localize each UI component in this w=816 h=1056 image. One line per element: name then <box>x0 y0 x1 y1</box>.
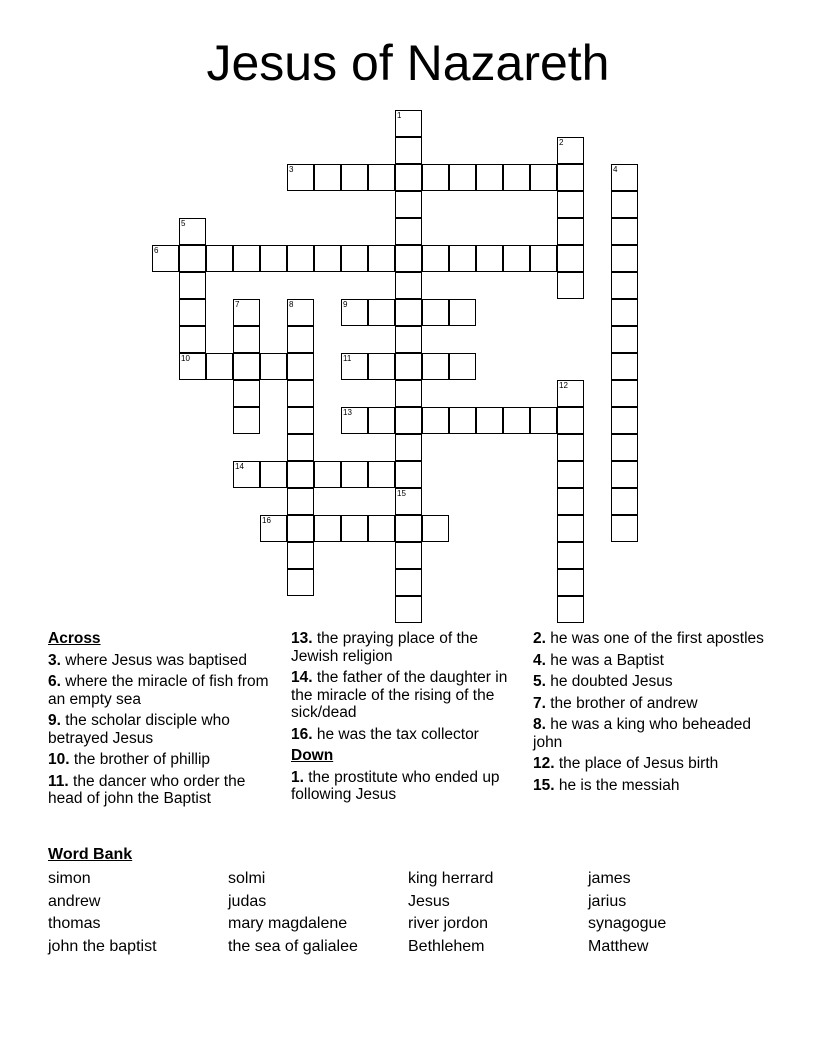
grid-cell[interactable] <box>611 245 638 272</box>
grid-cell[interactable] <box>611 434 638 461</box>
grid-cell[interactable] <box>233 245 260 272</box>
grid-cell[interactable] <box>287 461 314 488</box>
word-bank-item: john the baptist <box>48 937 157 955</box>
grid-cell[interactable] <box>395 380 422 407</box>
grid-cell[interactable] <box>395 272 422 299</box>
grid-cell[interactable] <box>314 164 341 191</box>
grid-cell[interactable] <box>287 353 314 380</box>
word-bank-column <box>588 868 768 958</box>
grid-cell[interactable] <box>368 407 395 434</box>
grid-cell[interactable] <box>368 515 395 542</box>
word-bank-item: judas <box>228 892 267 910</box>
clue-across-3: 3. where Jesus was baptised <box>48 651 248 669</box>
grid-cell[interactable] <box>476 245 503 272</box>
grid-cell[interactable] <box>611 461 638 488</box>
grid-cell[interactable] <box>530 164 557 191</box>
grid-cell[interactable] <box>395 191 422 218</box>
grid-cell[interactable] <box>395 461 422 488</box>
grid-cell[interactable] <box>152 245 179 272</box>
clue-across-14: 14. the father of the daughter in the miracle of the rising of the sick/dead <box>291 669 508 721</box>
clue-down-8: 8. he was a king who beheaded john <box>533 716 752 751</box>
grid-cell[interactable] <box>287 380 314 407</box>
word-bank-item: Bethlehem <box>408 937 485 955</box>
grid-cell[interactable] <box>422 353 449 380</box>
grid-cell[interactable] <box>341 245 368 272</box>
grid-cell[interactable] <box>422 164 449 191</box>
grid-cell[interactable] <box>422 245 449 272</box>
grid-cell[interactable] <box>233 380 260 407</box>
grid-cell[interactable] <box>287 569 314 596</box>
grid-cell[interactable] <box>233 461 260 488</box>
grid-cell[interactable] <box>557 542 584 569</box>
grid-cell[interactable] <box>611 326 638 353</box>
grid-cell[interactable] <box>341 407 368 434</box>
grid-cell[interactable] <box>233 299 260 326</box>
grid-cell[interactable] <box>449 164 476 191</box>
grid-cell[interactable] <box>530 407 557 434</box>
grid-cell[interactable] <box>557 245 584 272</box>
grid-cell[interactable] <box>287 542 314 569</box>
word-bank-item: the sea of galialee <box>228 937 358 955</box>
grid-cell[interactable] <box>179 326 206 353</box>
grid-cell[interactable] <box>179 245 206 272</box>
grid-cell[interactable] <box>611 272 638 299</box>
clue-number: 16 <box>262 516 271 525</box>
grid-cell[interactable] <box>611 380 638 407</box>
down-header: Down <box>291 747 334 764</box>
grid-cell[interactable] <box>314 515 341 542</box>
grid-cell[interactable] <box>530 245 557 272</box>
grid-cell[interactable] <box>503 245 530 272</box>
grid-cell[interactable] <box>557 434 584 461</box>
grid-cell[interactable] <box>341 164 368 191</box>
grid-cell[interactable] <box>611 299 638 326</box>
clues-column-2 <box>291 630 521 808</box>
grid-cell[interactable] <box>503 407 530 434</box>
clue-number: 9 <box>343 300 348 309</box>
grid-cell[interactable] <box>368 245 395 272</box>
grid-cell[interactable] <box>341 353 368 380</box>
grid-cell[interactable] <box>422 407 449 434</box>
grid-cell[interactable] <box>368 299 395 326</box>
grid-cell[interactable] <box>179 353 206 380</box>
grid-cell[interactable] <box>395 407 422 434</box>
grid-cell[interactable] <box>233 326 260 353</box>
grid-cell[interactable] <box>395 299 422 326</box>
clue-down-12: 12. the place of Jesus birth <box>533 755 719 772</box>
clue-down-4: 4. he was a Baptist <box>533 651 664 669</box>
clue-down-2: 2. he was one of the first apostles <box>533 630 764 647</box>
grid-cell[interactable] <box>287 164 314 191</box>
grid-cell[interactable] <box>314 245 341 272</box>
grid-cell[interactable] <box>260 353 287 380</box>
grid-cell[interactable] <box>395 488 422 515</box>
clue-number: 6 <box>154 246 159 255</box>
grid-cell[interactable] <box>422 299 449 326</box>
grid-cell[interactable] <box>260 461 287 488</box>
grid-cell[interactable] <box>395 164 422 191</box>
grid-cell[interactable] <box>557 515 584 542</box>
grid-cell[interactable] <box>233 407 260 434</box>
grid-cell[interactable] <box>557 218 584 245</box>
clue-number: 5 <box>181 219 186 228</box>
grid-cell[interactable] <box>287 299 314 326</box>
grid-cell[interactable] <box>287 245 314 272</box>
grid-cell[interactable] <box>395 218 422 245</box>
grid-cell[interactable] <box>395 515 422 542</box>
word-bank-item: simon <box>48 870 91 887</box>
grid-cell[interactable] <box>287 488 314 515</box>
clue-number: 12 <box>559 381 568 390</box>
grid-cell[interactable] <box>611 191 638 218</box>
word-bank-item: Matthew <box>588 937 649 955</box>
grid-cell[interactable] <box>449 245 476 272</box>
grid-cell[interactable] <box>557 569 584 596</box>
grid-cell[interactable] <box>233 353 260 380</box>
clue-number: 4 <box>613 165 618 174</box>
grid-cell[interactable] <box>287 434 314 461</box>
grid-cell[interactable] <box>395 542 422 569</box>
grid-cell[interactable] <box>341 299 368 326</box>
word-bank-item: andrew <box>48 892 101 910</box>
clue-across-9: 9. the scholar disciple who betrayed Jesus <box>48 712 230 747</box>
clue-number: 3 <box>289 165 294 174</box>
clue-down-15: 15. he is the messiah <box>533 776 680 794</box>
grid-cell[interactable] <box>557 461 584 488</box>
clues-column-3 <box>533 630 768 798</box>
word-bank-item: thomas <box>48 915 101 933</box>
grid-cell[interactable] <box>449 299 476 326</box>
grid-cell[interactable] <box>557 488 584 515</box>
clue-number: 15 <box>397 489 406 498</box>
word-bank-title: Word Bank <box>48 846 133 863</box>
grid-cell[interactable] <box>179 272 206 299</box>
puzzle-title: Jesus of Nazareth <box>206 35 610 91</box>
grid-cell[interactable] <box>557 164 584 191</box>
grid-cell[interactable] <box>260 515 287 542</box>
word-bank-column <box>408 868 588 958</box>
clue-number: 14 <box>235 462 244 471</box>
clue-number: 10 <box>181 354 190 363</box>
word-bank-item: solmi <box>228 870 266 887</box>
grid-cell[interactable] <box>611 488 638 515</box>
grid-cell[interactable] <box>314 461 341 488</box>
word-bank-column <box>48 868 228 958</box>
grid-cell[interactable] <box>611 353 638 380</box>
clue-number: 13 <box>343 408 352 417</box>
clue-number: 7 <box>235 300 240 309</box>
grid-cell[interactable] <box>341 515 368 542</box>
grid-cell[interactable] <box>287 407 314 434</box>
clue-down-1: 1. the prostitute who ended up following Jesus <box>291 768 500 803</box>
grid-cell[interactable] <box>287 515 314 542</box>
clue-number: 2 <box>559 138 564 147</box>
clues-column-1 <box>48 630 273 812</box>
clue-across-13: 13. the praying place of the Jewish religion <box>291 630 479 665</box>
grid-cell[interactable] <box>611 515 638 542</box>
clue-number: 1 <box>397 111 402 120</box>
grid-cell[interactable] <box>503 164 530 191</box>
grid-cell[interactable] <box>476 407 503 434</box>
grid-cell[interactable] <box>341 461 368 488</box>
clue-across-10: 10. the brother of phillip <box>48 751 211 768</box>
grid-cell[interactable] <box>557 272 584 299</box>
word-bank-item: james <box>588 870 631 887</box>
grid-cell[interactable] <box>557 380 584 407</box>
grid-cell[interactable] <box>611 164 638 191</box>
grid-cell[interactable] <box>395 245 422 272</box>
grid-cell[interactable] <box>449 353 476 380</box>
across-header: Across <box>48 630 101 647</box>
grid-cell[interactable] <box>395 110 422 137</box>
clue-across-16: 16. he was the tax collector <box>291 725 479 743</box>
clue-down-7: 7. the brother of andrew <box>533 694 698 712</box>
grid-cell[interactable] <box>422 515 449 542</box>
grid-cell[interactable] <box>557 596 584 623</box>
word-bank-item: river jordon <box>408 915 489 933</box>
grid-cell[interactable] <box>476 164 503 191</box>
grid-cell[interactable] <box>611 218 638 245</box>
grid-cell[interactable] <box>557 407 584 434</box>
clue-across-11: 11. the dancer who order the head of john the Baptist <box>48 772 246 807</box>
grid-cell[interactable] <box>557 191 584 218</box>
clue-down-5: 5. he doubted Jesus <box>533 673 673 690</box>
grid-cell[interactable] <box>179 299 206 326</box>
grid-cell[interactable] <box>395 434 422 461</box>
word-bank-item: king herrard <box>408 870 494 887</box>
grid-cell[interactable] <box>395 137 422 164</box>
grid-cell[interactable] <box>611 407 638 434</box>
grid-cell[interactable] <box>395 596 422 623</box>
grid-cell[interactable] <box>395 353 422 380</box>
clue-number: 8 <box>289 300 294 309</box>
grid-cell[interactable] <box>395 569 422 596</box>
grid-cell[interactable] <box>206 245 233 272</box>
clue-across-6: 6. where the miracle of fish from an empty sea <box>48 673 269 708</box>
grid-cell[interactable] <box>368 353 395 380</box>
grid-cell[interactable] <box>368 461 395 488</box>
word-bank-item: synagogue <box>588 915 667 933</box>
grid-cell[interactable] <box>287 326 314 353</box>
clue-number: 11 <box>343 354 352 363</box>
grid-cell[interactable] <box>449 407 476 434</box>
grid-cell[interactable] <box>368 164 395 191</box>
word-bank-column <box>228 868 408 958</box>
word-bank-item: Jesus <box>408 892 450 910</box>
grid-cell[interactable] <box>557 137 584 164</box>
grid-cell[interactable] <box>260 245 287 272</box>
grid-cell[interactable] <box>179 218 206 245</box>
grid-cell[interactable] <box>395 326 422 353</box>
word-bank-item: jarius <box>588 892 627 910</box>
grid-cell[interactable] <box>206 353 233 380</box>
word-bank-item: mary magdalene <box>228 915 348 933</box>
